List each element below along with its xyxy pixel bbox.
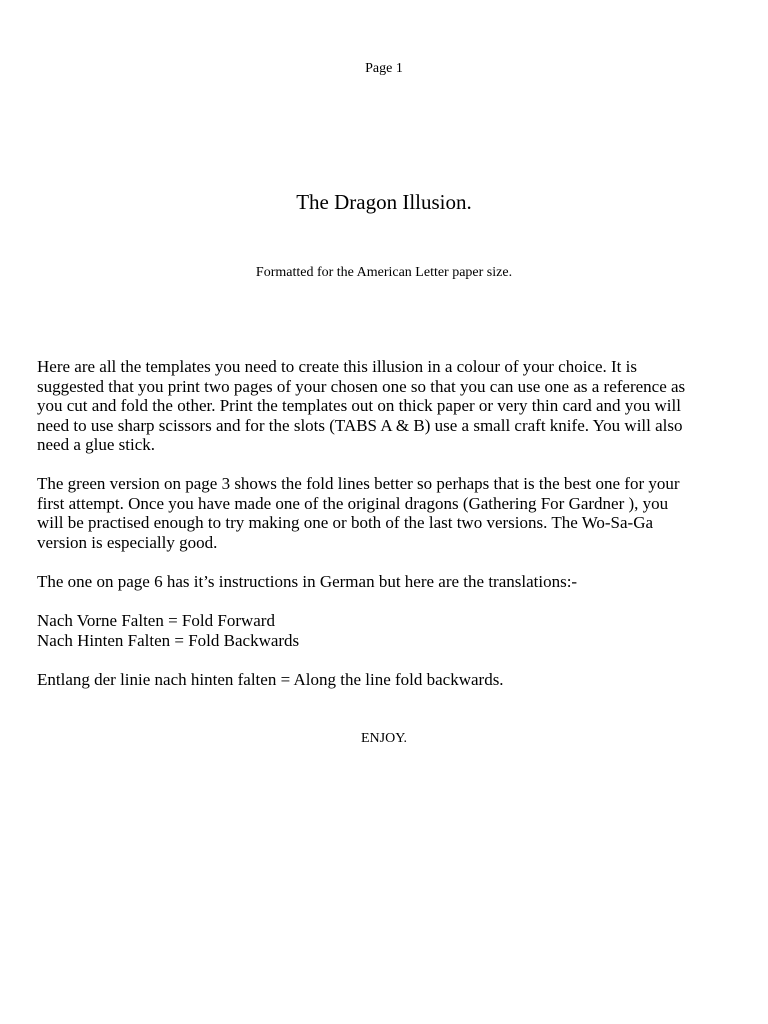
document-title: The Dragon Illusion. — [296, 190, 472, 214]
green-version-paragraph — [37, 474, 737, 552]
german-instructions-paragraph — [37, 572, 737, 592]
paragraph-line: will be practised enough to try making one or both of the last two versions. The Wo-Sa-Ga — [37, 513, 654, 532]
intro-paragraph — [37, 357, 737, 455]
paragraph-line: you cut and fold the other. Print the templates out on thick paper or very thin card and you will — [37, 396, 681, 415]
paragraph-line: The green version on page 3 shows the fold lines better so perhaps that is the best one for your — [37, 474, 680, 493]
paragraph-line: need to use sharp scissors and for the slots (TABS A & B) use a small craft knife. You will also — [37, 415, 683, 435]
paragraph-line: version is especially good. — [37, 532, 218, 552]
paragraph-line: need a glue stick. — [37, 435, 156, 454]
translation-line: Nach Vorne Falten = Fold Forward — [37, 611, 275, 630]
paragraph-line: The one on page 6 has it’s instructions in German but here are the translations:- — [37, 572, 578, 591]
closing-text: ENJOY. — [360, 731, 408, 746]
paragraph-line: Entlang der linie nach hinten falten = Along the line fold backwards. — [37, 670, 504, 689]
fold-line-translation — [37, 670, 737, 690]
document-subtitle: Formatted for the American Letter paper size. — [255, 265, 513, 280]
page-number: Page 1 — [365, 61, 403, 76]
translation-line: Nach Hinten Falten = Fold Backwards — [37, 630, 300, 650]
translations-list — [37, 611, 737, 650]
paragraph-line: Here are all the templates you need to create this illusion in a colour of your choice. It is — [37, 357, 637, 376]
paragraph-line: first attempt. Once you have made one of the original dragons (Gathering For Gardner ), you — [37, 493, 669, 513]
paragraph-line: suggested that you print two pages of your chosen one so that you can use one as a reference as — [37, 376, 686, 396]
